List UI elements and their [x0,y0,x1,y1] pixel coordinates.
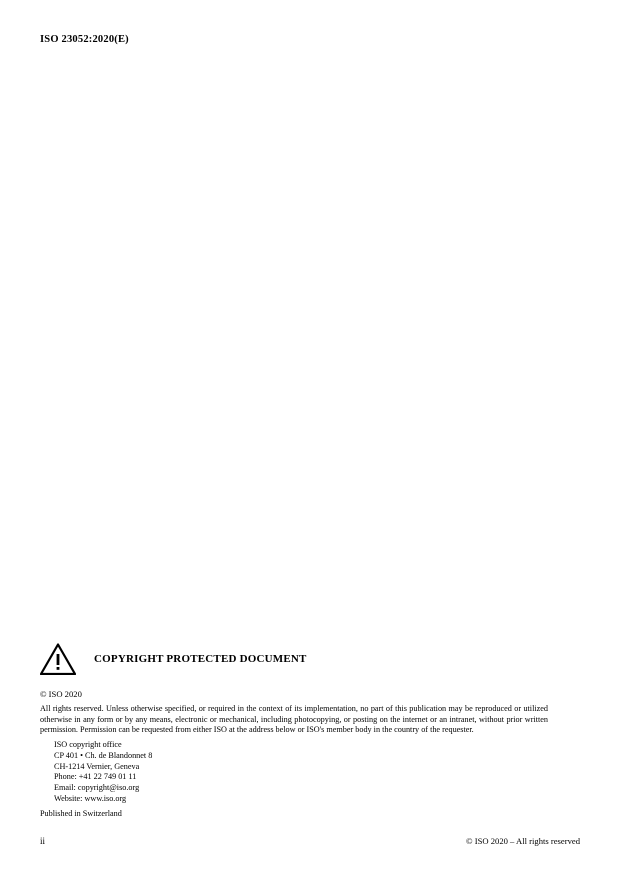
footer-rights: © ISO 2020 – All rights reserved [466,836,580,846]
copyright-notice: All rights reserved. Unless otherwise specified, or required in the context of its implementation, no part of this publication may be reproduced or utilized otherwise in any form or by any means, electronic or mechanical, including photocopying, or posting on the internet or an intranet, without prior written permission. Permission can be requested from either ISO at the address below or ISO's member body in the country of the requester. [40,704,548,735]
address-line-website: Website: www.iso.org [54,794,127,804]
copyright-title-row [40,642,548,676]
copyright-address [54,740,548,805]
address-line: CH-1214 Vernier, Geneva [54,761,140,771]
copyright-block [40,642,548,818]
page-header-reference: ISO 23052:2020(E) [40,34,129,45]
page-footer [40,836,580,846]
footer-page-number: ii [40,836,46,846]
address-line-phone: Phone: +41 22 749 01 11 [54,772,137,782]
address-line: ISO copyright office [54,739,122,749]
published-in: Published in Switzerland [40,808,122,818]
copyright-title: COPYRIGHT PROTECTED DOCUMENT [94,653,307,665]
warning-triangle-icon [40,643,76,675]
address-line-email: Email: copyright@iso.org [54,783,140,793]
copyright-year: © ISO 2020 [40,689,82,699]
address-line: CP 401 • Ch. de Blandonnet 8 [54,750,153,760]
